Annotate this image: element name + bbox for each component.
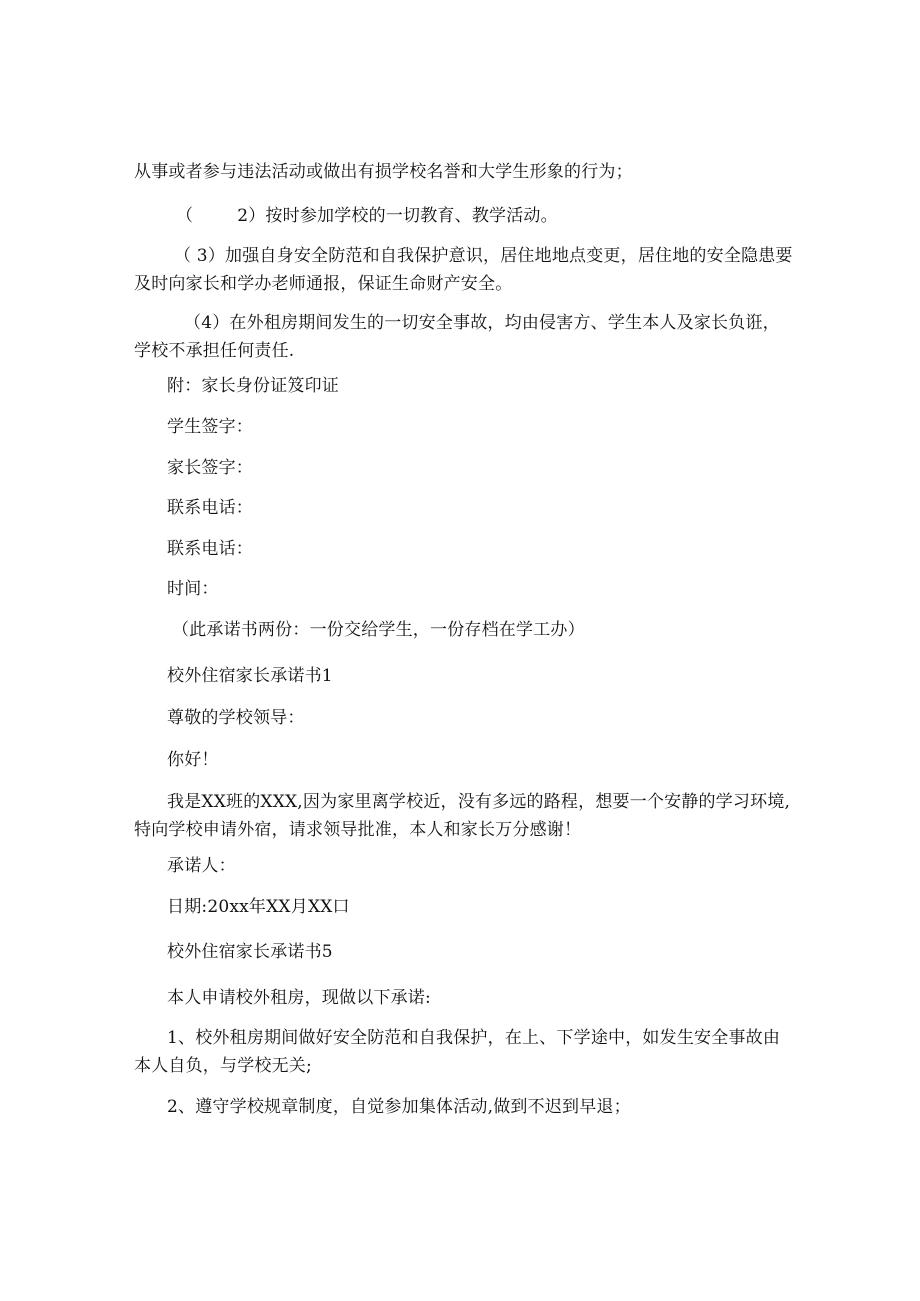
list-item-4: （4）在外租房期间发生的一切安全事故，均由侵害方、学生本人及家长负诳，学校不承担任何责任. bbox=[134, 313, 780, 361]
section-title-5: 校外住宿家长承诺书5 bbox=[167, 942, 333, 962]
rule-item-1: 1、校外租房期间做好安全防范和自我保护，在上、下学途中，如发生安全事故由本人自负，与学校无关; bbox=[134, 1028, 781, 1076]
parent-signature-label: 家长签字： bbox=[167, 458, 253, 478]
greeting: 你好！ bbox=[167, 750, 219, 770]
student-signature-label: 学生签字： bbox=[167, 417, 253, 437]
time-label: 时间： bbox=[167, 579, 219, 599]
salutation: 尊敬的学校领导： bbox=[167, 708, 305, 728]
intro-line: 本人申请校外租房，现做以下承诺: bbox=[167, 988, 431, 1008]
promiser-label: 承诺人： bbox=[167, 856, 236, 876]
list-item-2 bbox=[176, 203, 558, 229]
copies-note: （此承诺书两份：一份交给学生，一份存档在学工办） bbox=[172, 620, 585, 640]
phone-label-1: 联系电话： bbox=[167, 498, 253, 518]
item-2-bracket: （ bbox=[176, 206, 194, 226]
text-line-violation: 从事或者参与违法活动或做出有损学校名誉和大学生形象的行为； bbox=[134, 162, 633, 182]
application-body: 我是XX班的XXX,因为家里离学校近，没有多远的路程，想要一个安静的学习环境,特向学校申请外宿，请求领导批准，本人和家长万分感谢！ bbox=[134, 792, 791, 840]
date-line: 日期:20xx年XX月XX口 bbox=[167, 897, 350, 917]
item-2-text: 2）按时参加学校的一切教育、教学活动。 bbox=[237, 206, 558, 226]
section-title-1: 校外住宿家长承诺书1 bbox=[167, 666, 333, 686]
list-item-3: （ 3）加强自身安全防范和自我保护意识，居住地地点变更，居住地的安全隐患要及时向家长和学办老师通报，保证生命财产安全。 bbox=[134, 246, 793, 294]
rule-item-2: 2、遵守学校规章制度，自觉参加集体活动,做到不迟到早退； bbox=[167, 1097, 631, 1117]
phone-label-2: 联系电话： bbox=[167, 539, 253, 559]
attachment-note: 附：家长身份证笈印证 bbox=[167, 376, 339, 396]
